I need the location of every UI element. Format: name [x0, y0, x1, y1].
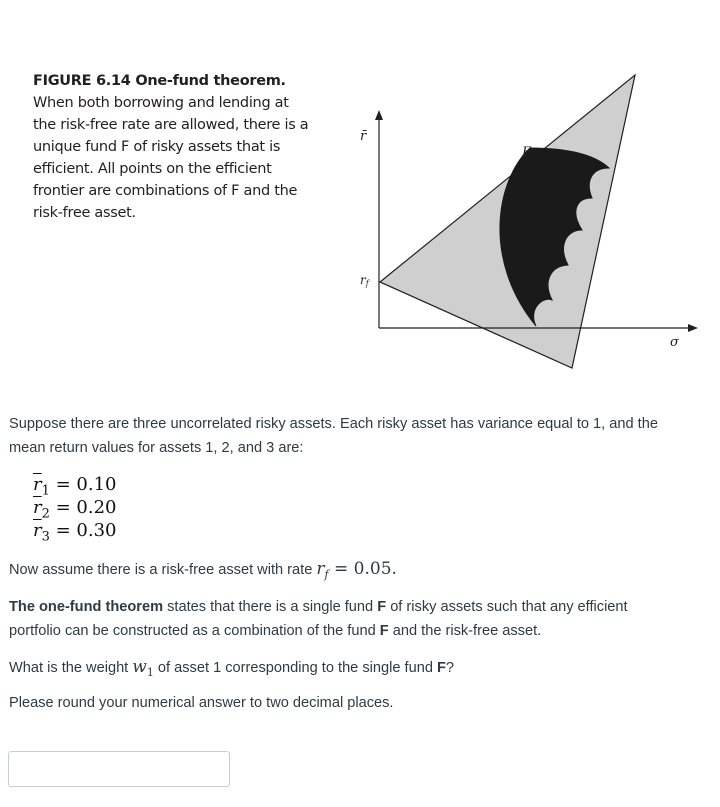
figure-title: FIGURE 6.14 One-fund theorem.	[33, 73, 286, 89]
answer-input[interactable]	[8, 751, 230, 787]
fund-point-label: F	[522, 145, 532, 160]
x-axis-arrow	[688, 324, 698, 332]
x-axis-label: σ	[670, 335, 679, 350]
riskfree-label: rf	[360, 273, 369, 288]
return-asset-3: $\overline{r}_3 = 0.30$	[33, 520, 117, 545]
figure-caption	[33, 70, 309, 224]
question-prompt: What is the weight $w_1$ of asset 1 corresponding to the single fund F?	[9, 657, 455, 679]
intro-line-2: mean return values for assets 1, 2, and 3 are:	[9, 440, 304, 456]
return-asset-1: $\overline{r}_1 = 0.10$	[33, 474, 117, 499]
y-axis-label: r̄	[360, 129, 367, 144]
riskfree-statement: Now assume there is a risk-free asset with rate $r_f = 0.05$.	[9, 559, 397, 581]
return-asset-2: $\overline{r}_2 = 0.20$	[33, 497, 117, 522]
question-intro	[9, 412, 711, 460]
intro-line-1: Suppose there are three uncorrelated risky assets. Each risky asset has variance equal to 1, and the	[9, 416, 658, 432]
y-axis-arrow	[375, 110, 383, 120]
one-fund-diagram	[330, 60, 710, 380]
theorem-statement: The one-fund theorem states that there is a single fund F of risky assets such that any efficient portfolio can be constructed as a combination of the fund F and the risk-free asset.	[9, 599, 628, 639]
figure-description: When both borrowing and lending at the risk-free rate are allowed, there is a unique fund F of risky assets that is efficient. All points on the efficient frontier are combinations of F and the risk-free asset.	[33, 95, 309, 221]
rounding-instruction: Please round your numerical answer to two decimal places.	[9, 695, 394, 711]
